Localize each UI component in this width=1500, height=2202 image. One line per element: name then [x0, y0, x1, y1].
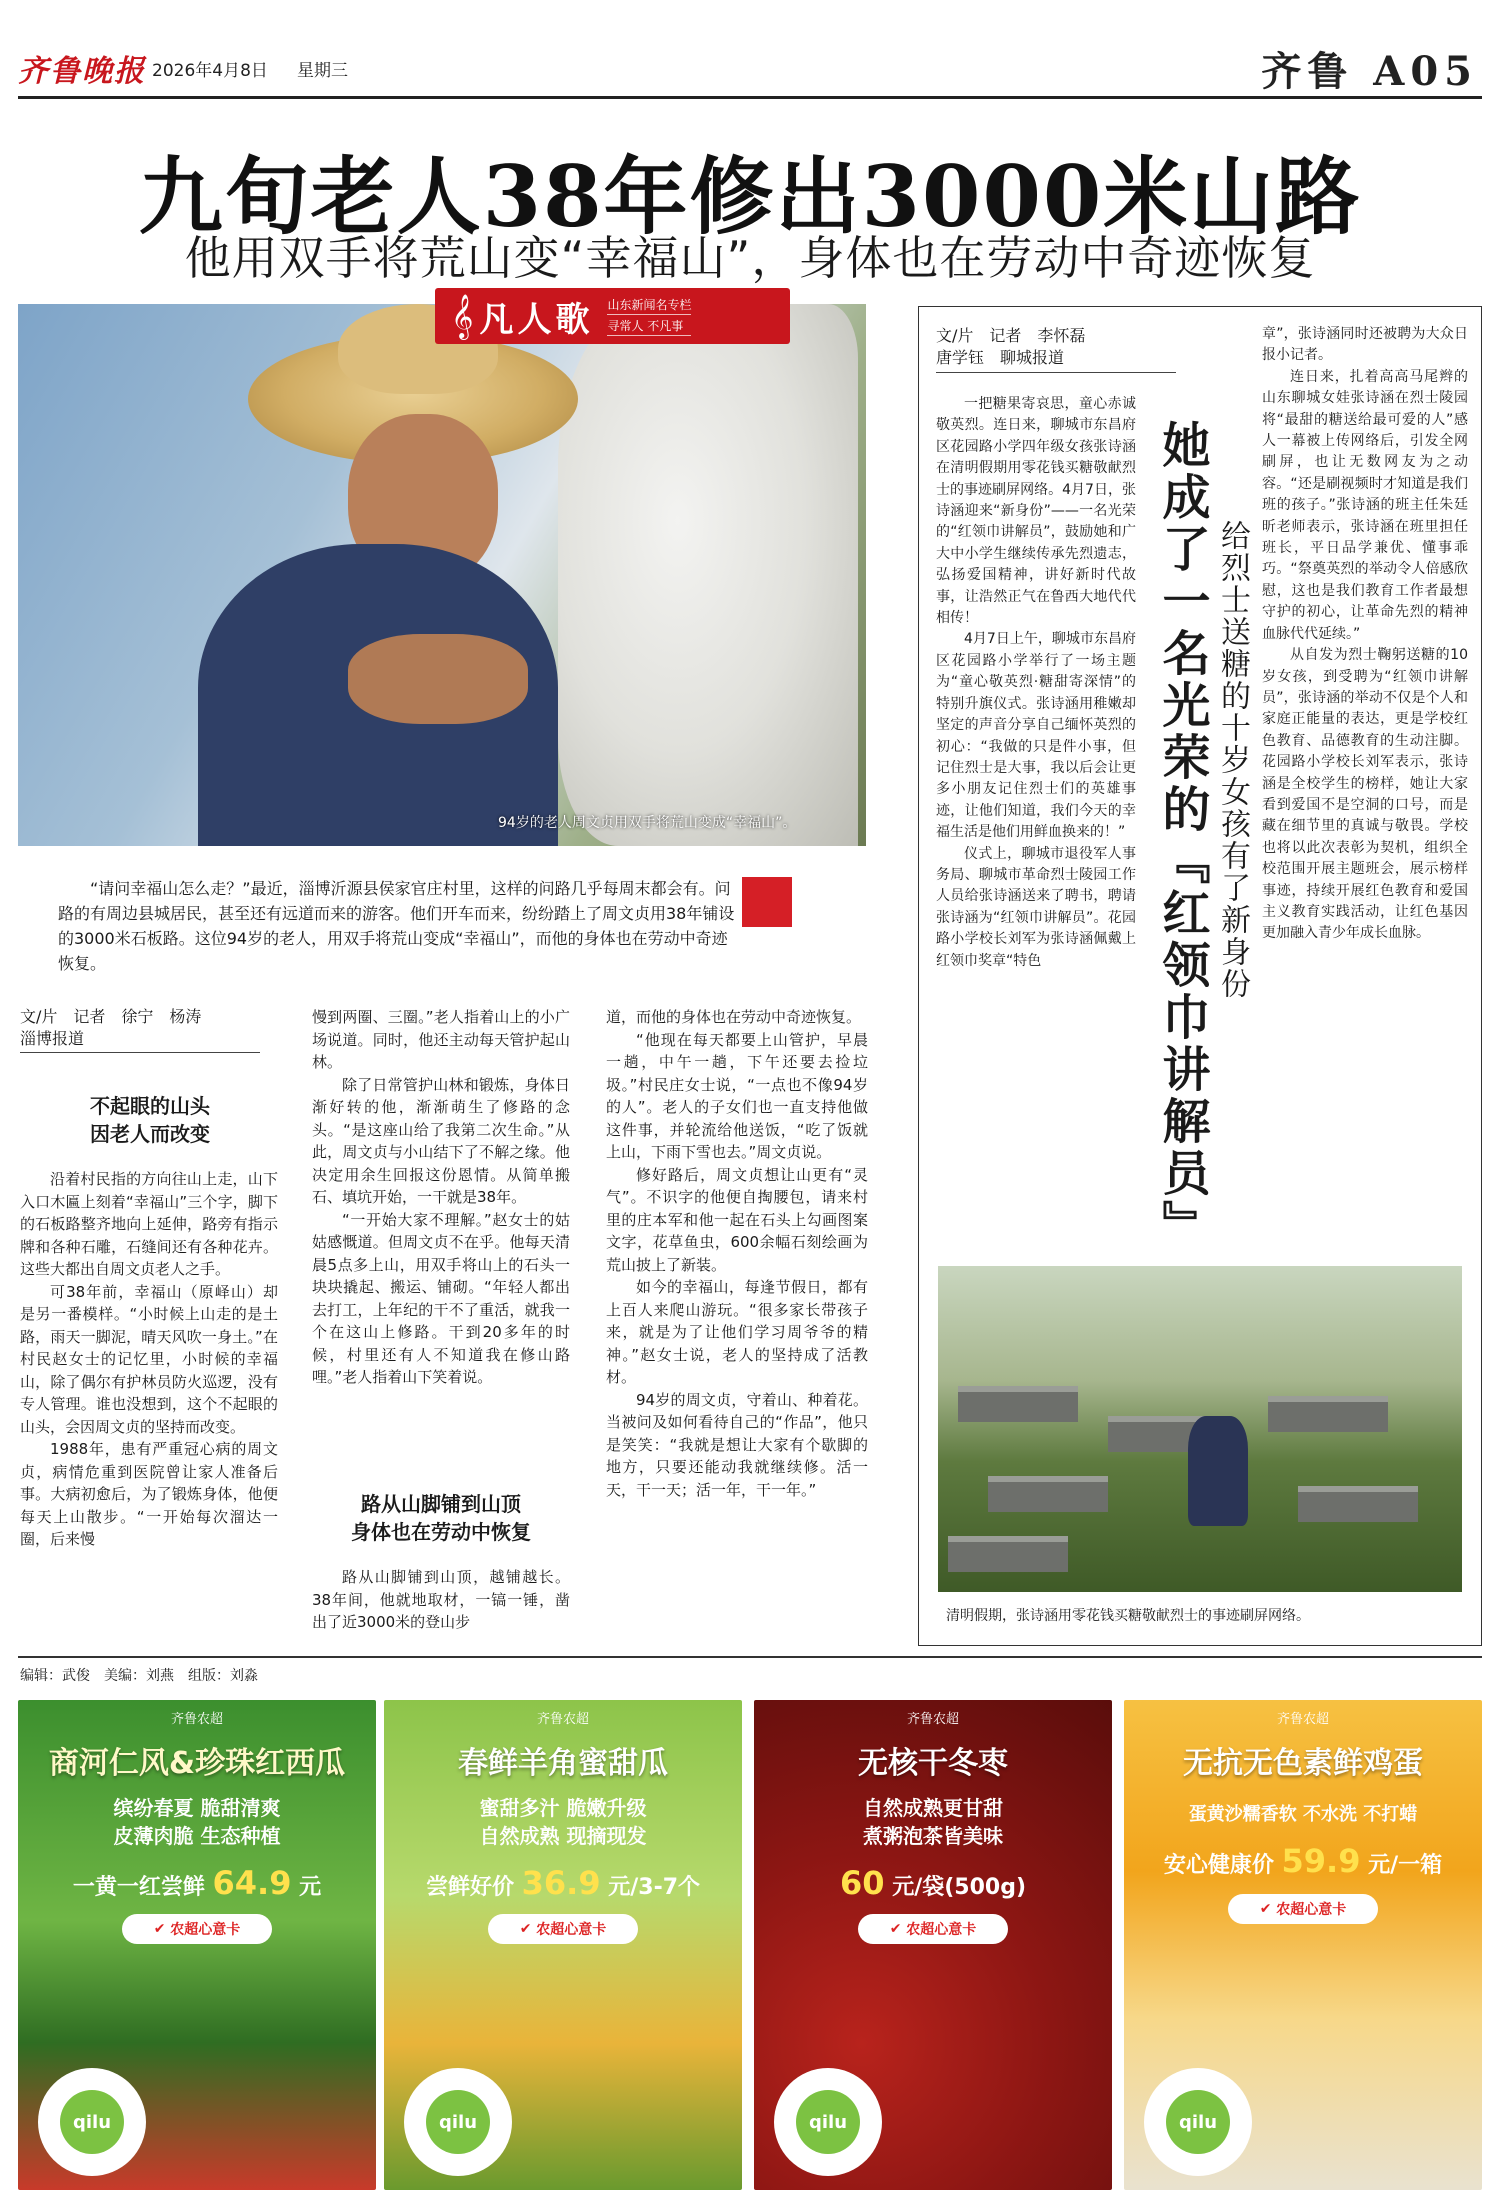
qr-code[interactable]: [38, 2068, 146, 2176]
section-heading-line: 因老人而改变: [90, 1122, 210, 1146]
ad-price: [1124, 1842, 1482, 1880]
header-rule: [18, 96, 1482, 99]
paragraph: 从自发为烈士鞠躬送糖的10岁女孩，到受聘为“红领巾讲解员”，张诗涵的举动不仅是个人和家庭正能量的表达，更是学校红色教育、品德教育的生动注脚。花园路小学校长刘军表示，张诗涵是全校学生的榜样，她让大家看到爱国不是空洞的口号，而是藏在细节里的真诚与敬畏。学校也将以此次表彰为契机，组织全校范围开展主题班会，展示榜样事迹，持续开展红色教育和爱国主义教育实践活动，让红色基因更加融入青少年成长血脉。: [1262, 647, 1468, 942]
section-heading-line: 身体也在劳动中恢复: [351, 1520, 531, 1544]
paragraph: 修好路后，周文贞想让山更有“灵气”。不识字的他便自掏腰包，请来村里的庄本军和他一起在石头上勾画图案文字，花草鱼虫，600余幅石刻绘画为荒山披上了新装。: [606, 1165, 868, 1274]
check-icon: ✔: [153, 1921, 166, 1937]
ad-card-label: 农超心意卡: [906, 1922, 977, 1938]
paragraph: 除了日常管护山林和锻炼，身体日渐好转的他，渐渐萌生了修路的念头。“是这座山给了我第二次生命。”从此，周文贞与小山结下了不解之缘。他决定用余生回报这份恩情。从简单搬石、填坑开始，一干就是38年。: [312, 1075, 570, 1206]
ad-line: 蛋黄沙糯香软 不水洗 不打蜡: [1188, 1804, 1418, 1825]
ad-line: 蜜甜多汁 脆嫩升级: [479, 1796, 647, 1820]
ad-line: 自然成熟 现摘现发: [479, 1824, 647, 1848]
byline-location: 唐学钰 聊城报道: [936, 348, 1065, 367]
right-photo-caption: 清明假期，张诗涵用零花钱买糖敬献烈士的事迹刷屏网络。: [946, 1608, 1310, 1624]
check-icon: ✔: [1259, 1901, 1272, 1917]
column-tag: 寻常人 不凡事: [607, 317, 691, 336]
right-photo: [938, 1266, 1462, 1592]
section-heading-line: 路从山脚铺到山顶: [361, 1492, 521, 1516]
check-icon: ✔: [519, 1921, 532, 1937]
check-icon: ✔: [889, 1921, 902, 1937]
ad-eggs[interactable]: [1124, 1700, 1482, 2190]
elder-hands: [348, 634, 528, 724]
red-square-decoration: [742, 877, 792, 927]
music-clef-icon: 𝄞: [451, 293, 474, 338]
ad-price-suffix: 元/3-7个: [608, 1875, 701, 1900]
tombstone: [958, 1386, 1078, 1422]
girl-figure: [1188, 1416, 1248, 1526]
column-tags: [607, 296, 691, 336]
ad-card-label: 农超心意卡: [536, 1922, 607, 1938]
section-heading-line: 不起眼的山头: [90, 1094, 210, 1118]
ad-price-value: 64.9: [212, 1864, 292, 1902]
issue-date: 2026年4月8日: [152, 61, 268, 81]
ad-brand: 齐鲁农超: [906, 1712, 959, 1727]
ad-jujube[interactable]: [754, 1700, 1112, 2190]
byline-location: 淄博报道: [20, 1029, 85, 1048]
paragraph: 连日来，扎着高高马尾辫的山东聊城女娃张诗涵在烈士陵园将“最甜的糖送给最可爱的人”感人一幕被上传网络后，引发全网刷屏，也让无数网友为之动容。“还是刷视频时才知道是我们班的孩子。”张诗涵的班主任朱廷昕老师表示，张诗涵在班里担任班长，平日品学兼优、懂事乖巧。“祭奠英烈的举动令人倍感欣慰，这也是我们教育工作者最想守护的初心，让革命先烈的精神血脉代代延续。”: [1262, 368, 1468, 642]
paragraph: 仪式上，聊城市退役军人事务局、聊城市革命烈士陵园工作人员给张诗涵送来了聘书，聘请张诗涵为“红领巾讲解员”。花园路小学校长刘军为张诗涵佩戴上红领巾奖章“特色: [936, 845, 1136, 969]
tombstone: [1268, 1396, 1388, 1432]
column-tag: 山东新闻名专栏: [607, 296, 691, 315]
main-subheadline: 他用双手将荒山变“幸福山”，身体也在劳动中奇迹恢复: [184, 231, 1316, 285]
ad-price-value: 60: [839, 1864, 885, 1902]
ad-line: 缤纷春夏 脆甜清爽: [113, 1796, 281, 1820]
article-column-2b: [312, 1566, 570, 1634]
ad-price-value: 59.9: [1281, 1842, 1361, 1880]
paragraph: 道，而他的身体也在劳动中奇迹恢复。: [606, 1008, 862, 1026]
paragraph: 一把糖果寄哀思，童心赤诚敬英烈。连日来，聊城市东昌府区花园路小学四年级女孩张诗涵在清明假期用零花钱买糖敬献烈士的事迹刷屏网络。4月7日，张诗涵迎来“新身份”——一名光荣的“红领巾讲解员”，鼓励她和广大中小学生继续传承先烈遗志，弘扬爱国精神，讲好新时代故事，让浩然正气在鲁西大地代代相传！: [936, 396, 1136, 627]
ad-price: [18, 1864, 376, 1902]
lead-paragraph: “请问幸福山怎么走？”最近，淄博沂源县侯家官庄村里，这样的问路几乎每周末都会有。问路的有周边县城居民，甚至还有远道而来的游客。他们开车而来，纷纷踏上了周文贞用38年铺设的3000米石板路。这位94岁的老人，用双手将荒山变成“幸福山”，而他的身体也在劳动中奇迹恢复。: [58, 879, 735, 973]
ad-brand: 齐鲁农超: [170, 1712, 223, 1727]
main-headline: 九旬老人38年修出3000米山路: [138, 147, 1362, 246]
paragraph: 4月7日上午，聊城市东昌府区花园路小学举行了一场主题为“童心敬英烈·糖甜寄深情”的特别升旗仪式。张诗涵用稚嫩却坚定的声音分享自己缅怀英烈的初心：“我做的只是件小事，但记住烈士是大事，我以后会让更多小朋友记住烈士们的英雄事迹，让他们知道，我们今天的幸福生活是他们用鲜血换来的！”: [936, 631, 1136, 841]
ad-price-prefix: 尝鲜好价: [425, 1875, 514, 1900]
masthead-logo: 齐鲁晚报: [18, 54, 146, 89]
column-title: 凡人歌: [479, 299, 594, 340]
ad-price-value: 36.9: [521, 1864, 601, 1902]
ad-card-button[interactable]: [488, 1914, 638, 1944]
right-headline: 她成了一名光荣的『红领巾讲解员』: [1154, 420, 1210, 1252]
article-column-1: [20, 1168, 278, 1551]
byline-rule: [936, 372, 1176, 373]
paragraph: 沿着村民指的方向往山上走，山下入口木匾上刻着“幸福山”三个字，脚下的石板路整齐地向上延伸，路旁有指示牌和各种石雕，石缝间还有各种花卉。这些大都出自周文贞老人之手。: [20, 1170, 278, 1278]
paragraph: 章”，张诗涵同时还被聘为大众日报小记者。: [1262, 326, 1468, 364]
right-column-b: [1262, 324, 1468, 945]
qilu-logo-icon: qilu: [60, 2090, 124, 2154]
ad-price: [754, 1864, 1112, 1902]
byline-reporters: 文/片 记者 徐宁 杨涛: [20, 1007, 202, 1026]
right-kicker: 给烈士送糖的十岁女孩有了新身份: [1215, 520, 1250, 1000]
paragraph: 94岁的周文贞，守着山、种着花。当被问及如何看待自己的“作品”，他只是笑笑：“我就是想让大家有个歇脚的地方，只要还能动我就继续修。活一天，干一天；活一年，干一年。”: [606, 1390, 868, 1499]
qilu-logo-icon: qilu: [1166, 2090, 1230, 2154]
paragraph: 如今的幸福山，每逢节假日，都有上百人来爬山游玩。“很多家长带孩子来，就是为了让他们学习周爷爷的精神。”赵女士说，老人的坚持成了活教材。: [606, 1278, 868, 1386]
ad-card-button[interactable]: [858, 1914, 1008, 1944]
ad-brand: 齐鲁农超: [1276, 1712, 1329, 1727]
main-byline: [20, 1006, 300, 1050]
qilu-logo-icon: qilu: [426, 2090, 490, 2154]
ad-price-prefix: 安心健康价: [1163, 1853, 1274, 1878]
rock-face: [558, 304, 858, 846]
paragraph: 可38年前，幸福山（原峄山）却是另一番模样。“小时候上山走的是土路，雨天一脚泥，晴天风吹一身土。”在村民赵女士的记忆里，小时候的幸福山，除了偶尔有护林员防火巡逻，没有专人管理。谁也没想到，这个不起眼的山头，会因周文贞的坚持而改变。: [20, 1282, 278, 1436]
footer-rule: [18, 1656, 1482, 1658]
column-banner: [435, 288, 790, 344]
ad-melon[interactable]: [384, 1700, 742, 2190]
ad-card-button[interactable]: [1228, 1894, 1378, 1924]
paragraph: 路从山脚铺到山顶，越铺越长。38年间，他就地取材，一镐一锤，凿出了近3000米的登山步: [312, 1568, 570, 1631]
qr-code[interactable]: [774, 2068, 882, 2176]
qr-code[interactable]: [404, 2068, 512, 2176]
right-byline: [936, 325, 1085, 369]
section-heading: [20, 1092, 280, 1148]
paragraph: “他现在每天都要上山管护，早晨一趟，中午一趟，下午还要去捡垃圾。”村民庄女士说，“一点也不像94岁的人”。老人的子女们也一直支持他做这件事，并轮流给他送饭，“吃了饭就上山，下雨下雪也去。”周文贞说。: [606, 1030, 868, 1161]
article-column-3: [606, 1006, 868, 1501]
byline-rule: [20, 1052, 260, 1053]
ad-line: 煮粥泡茶皆美味: [863, 1824, 1003, 1848]
page-section: 齐鲁 A05: [1261, 48, 1478, 95]
ad-title: 春鲜羊角蜜甜瓜: [458, 1746, 668, 1781]
section-heading: [312, 1490, 570, 1546]
qr-code[interactable]: [1144, 2068, 1252, 2176]
ad-price-suffix: 元/一箱: [1368, 1853, 1443, 1878]
article-column-2: [312, 1006, 570, 1389]
tombstone: [948, 1536, 1068, 1572]
ad-price-suffix: 元: [299, 1875, 322, 1900]
ad-title: 商河仁风&珍珠红西瓜: [48, 1746, 346, 1781]
editors-credit: 编辑：武俊 美编：刘燕 组版：刘淼: [20, 1668, 258, 1684]
ad-card-button[interactable]: [122, 1914, 272, 1944]
ad-card-label: 农超心意卡: [1276, 1902, 1347, 1918]
ad-watermelon[interactable]: [18, 1700, 376, 2190]
ad-title: 无抗无色素鲜鸡蛋: [1183, 1746, 1423, 1781]
tombstone: [988, 1476, 1108, 1512]
right-column-a: [936, 394, 1136, 972]
tombstone: [1298, 1486, 1418, 1522]
byline-reporters: 文/片 记者 李怀磊: [936, 326, 1086, 345]
paragraph: 慢到两圈、三圈。”老人指着山上的小广场说道。同时，他还主动每天管护起山林。: [312, 1008, 570, 1071]
ad-line: 自然成熟更甘甜: [863, 1796, 1003, 1820]
qilu-logo-icon: qilu: [796, 2090, 860, 2154]
ad-price-suffix: 元/袋(500g): [892, 1875, 1027, 1900]
main-photo-caption: 94岁的老人周文贞用双手将荒山变成“幸福山”。: [498, 815, 797, 831]
ad-brand: 齐鲁农超: [536, 1712, 589, 1727]
ad-title: 无核干冬枣: [858, 1746, 1008, 1781]
issue-weekday: 星期三: [297, 61, 348, 81]
ad-price: [384, 1864, 742, 1902]
paragraph: 1988年，患有严重冠心病的周文贞，病情危重到医院曾让家人准备后事。大病初愈后，为了锻炼身体，他便每天上山散步。“一开始每次溜达一圈，后来慢: [20, 1440, 278, 1548]
ad-card-label: 农超心意卡: [170, 1922, 241, 1938]
ad-line: 皮薄肉脆 生态种植: [113, 1824, 281, 1848]
ad-price-prefix: 一黄一红尝鲜: [72, 1875, 205, 1900]
paragraph: “一开始大家不理解。”赵女士的姑姑感慨道。但周文贞不在乎。他每天清晨5点多上山，用双手将山上的石头一块块撬起、搬运、铺砌。“年轻人都出去打工，上年纪的干不了重活，就我一个在这山上修路。干到20多年的时候，村里还有人不知道我在修山路哩。”老人指着山下笑着说。: [312, 1210, 570, 1386]
main-photo: [18, 304, 866, 846]
